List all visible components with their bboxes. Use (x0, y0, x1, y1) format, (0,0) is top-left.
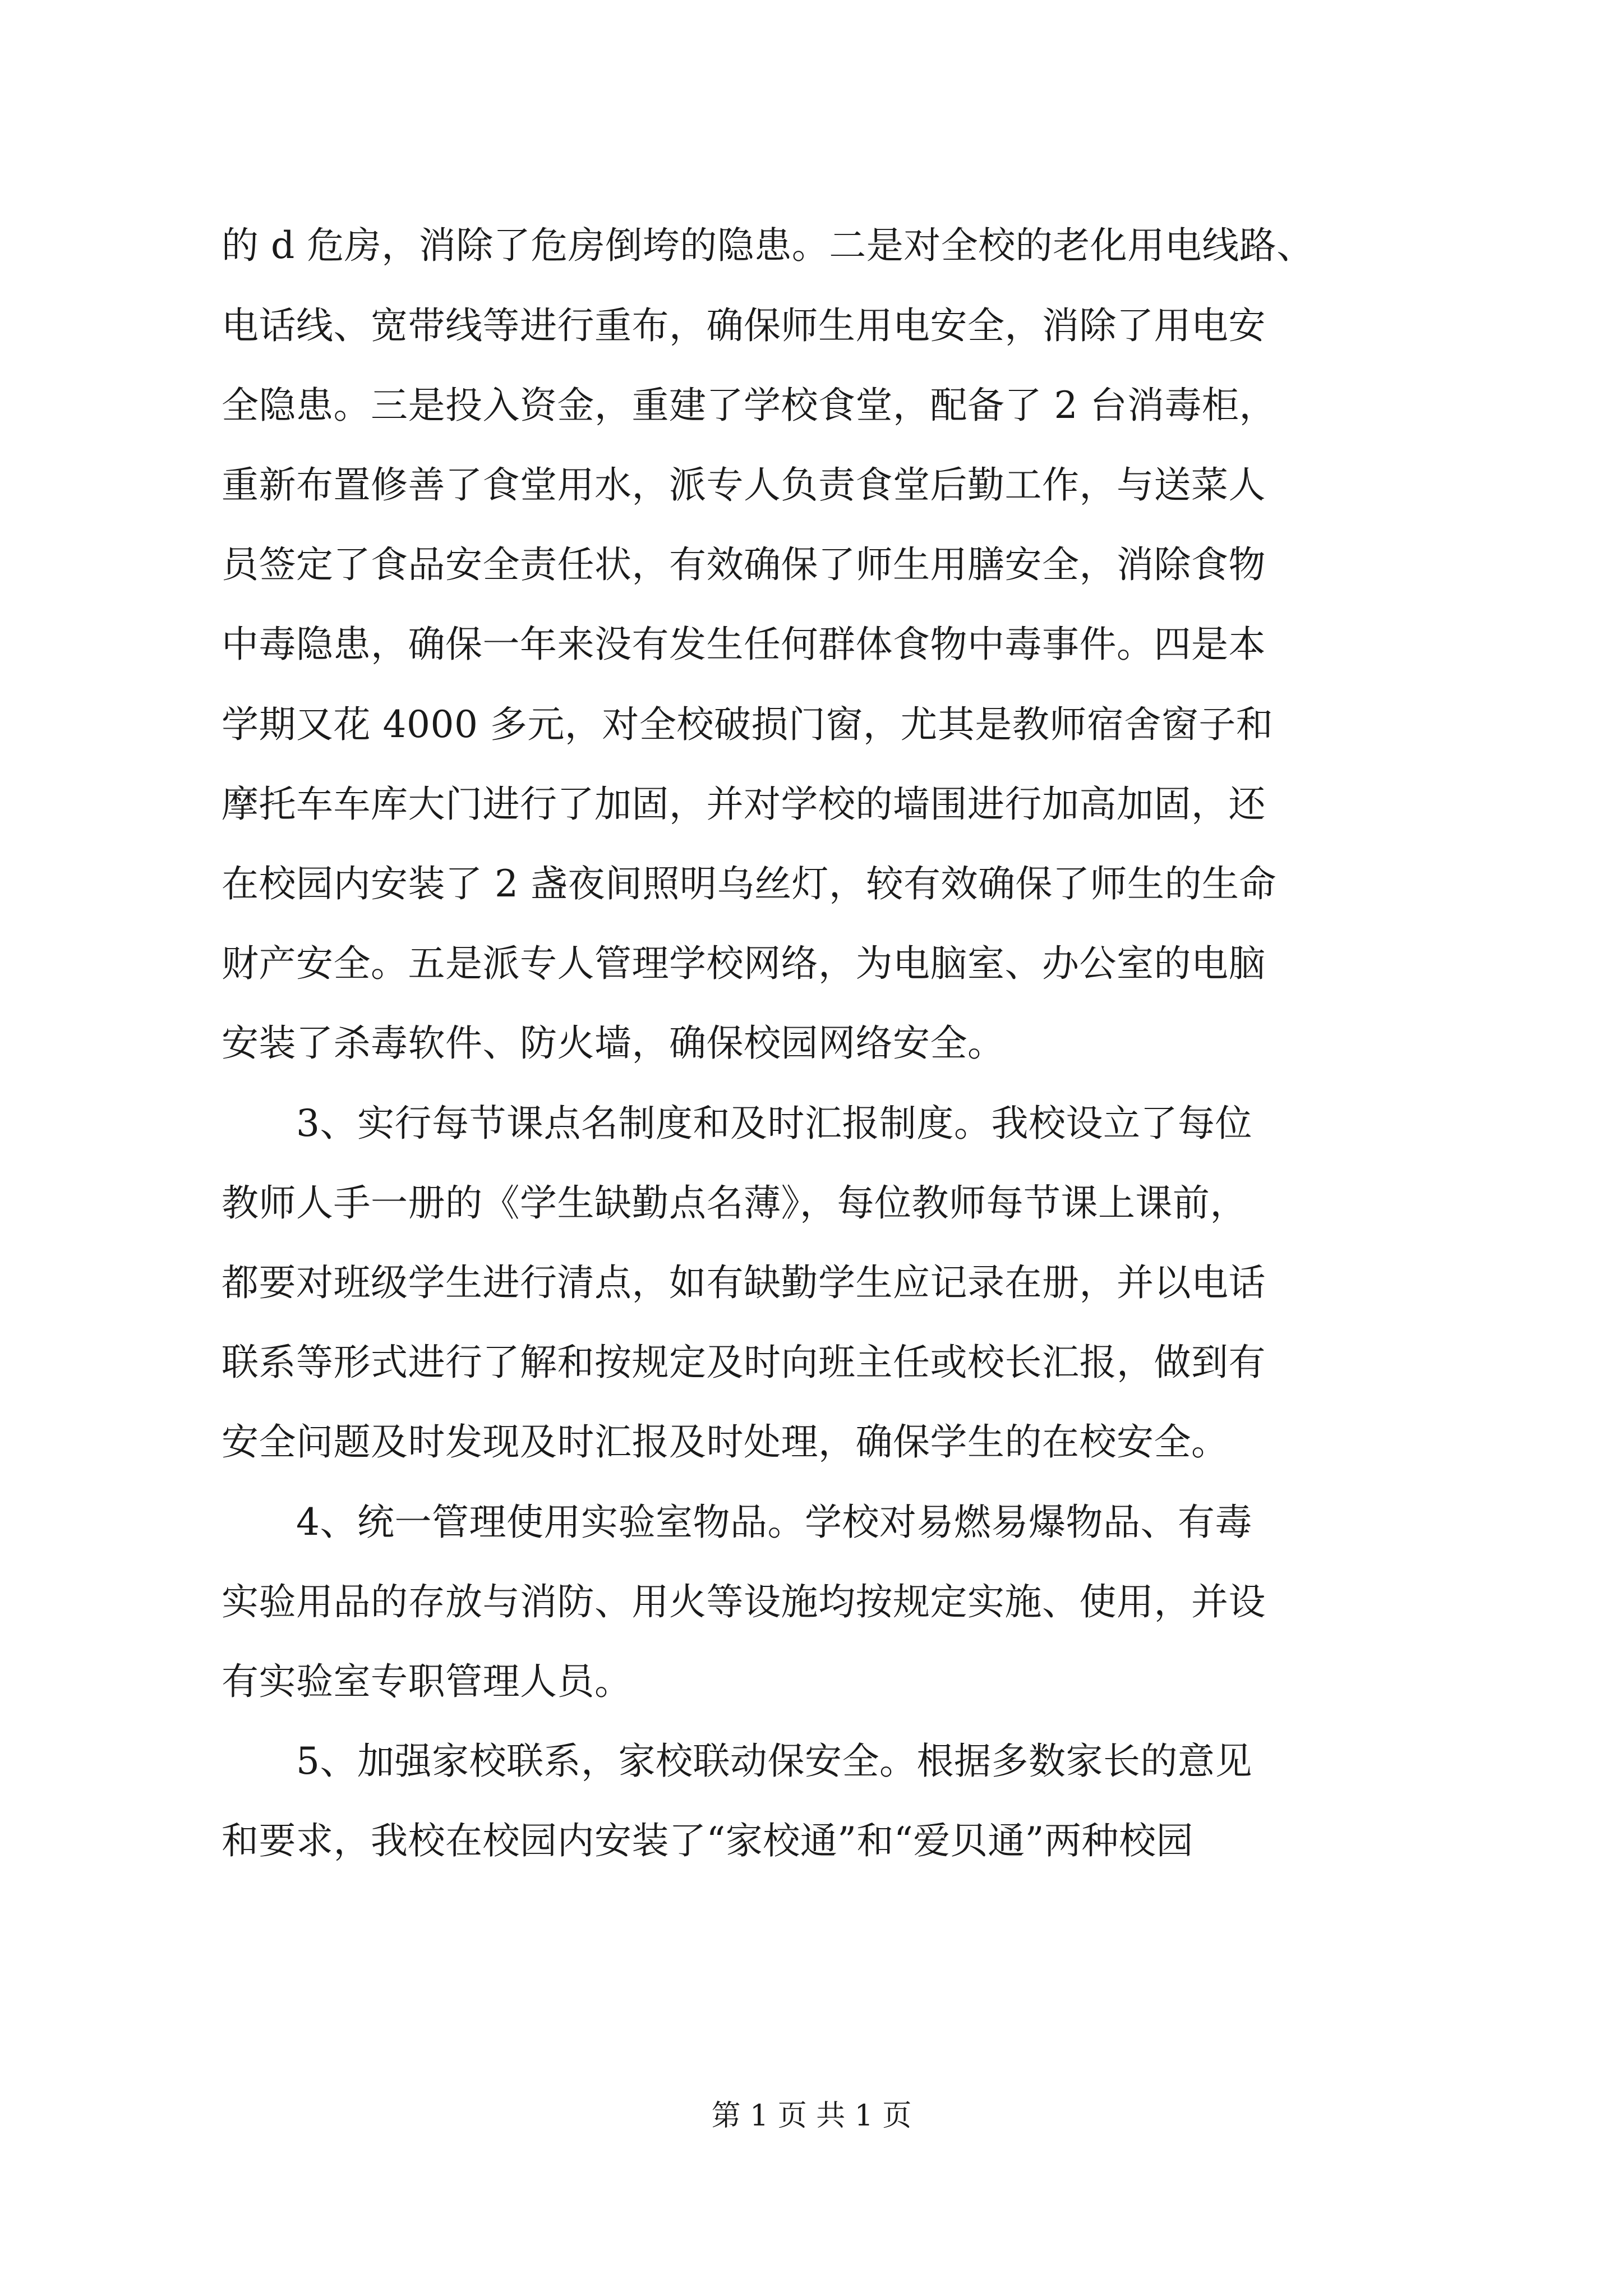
text-line: 在校园内安装了 2 盏夜间照明乌丝灯，较有效确保了师生的生命 (222, 862, 1276, 905)
text-line: 5、加强家校联系，家校联动保安全。根据多数家长的意见 (222, 1740, 1252, 1783)
text-line: 重新布置修善了食堂用水，派专人负责食堂后勤工作，与送菜人 (222, 463, 1266, 507)
text-line: 实验用品的存放与消防、用火等设施均按规定实施、使用，并设 (222, 1580, 1266, 1623)
page-number-footer: 第 1 页 共 1 页 (711, 2099, 912, 2133)
text-line: 和要求，我校在校园内安装了“家校通”和“爱贝通”两种校园 (222, 1819, 1193, 1862)
text-line: 员签定了食品安全责任状，有效确保了师生用膳安全，消除食物 (222, 543, 1266, 586)
text-line: 的 d 危房，消除了危房倒垮的隐患。二是对全校的老化用电线路、 (222, 224, 1314, 267)
text-line: 都要对班级学生进行清点，如有缺勤学生应记录在册，并以电话 (222, 1261, 1266, 1304)
text-line: 3、实行每节课点名制度和及时汇报制度。我校设立了每位 (222, 1102, 1252, 1145)
text-line: 全隐患。三是投入资金，重建了学校食堂，配备了 2 台消毒柜， (222, 384, 1276, 427)
text-line: 4、统一管理使用实验室物品。学校对易燃易爆物品、有毒 (222, 1501, 1252, 1544)
text-line: 学期又花 4000 多元，对全校破损门窗，尤其是教师宿舍窗子和 (222, 703, 1274, 746)
text-line: 教师人手一册的《学生缺勤点名薄》，每位教师每节课上课前， (222, 1181, 1247, 1225)
text-line: 联系等形式进行了解和按规定及时向班主任或校长汇报，做到有 (222, 1341, 1266, 1384)
text-line: 安全问题及时发现及时汇报及时处理，确保学生的在校安全。 (222, 1420, 1229, 1464)
text-line: 电话线、宽带线等进行重布，确保师生用电安全，消除了用电安 (222, 304, 1266, 347)
text-line: 摩托车车库大门进行了加固，并对学校的墙围进行加高加固，还 (222, 783, 1266, 826)
text-line: 安装了杀毒软件、防火墙，确保校园网络安全。 (222, 1022, 1005, 1065)
text-line: 有实验室专职管理人员。 (222, 1660, 632, 1703)
text-line: 财产安全。五是派专人管理学校网络，为电脑室、办公室的电脑 (222, 942, 1266, 985)
text-line: 中毒隐患，确保一年来没有发生任何群体食物中毒事件。四是本 (222, 623, 1266, 666)
